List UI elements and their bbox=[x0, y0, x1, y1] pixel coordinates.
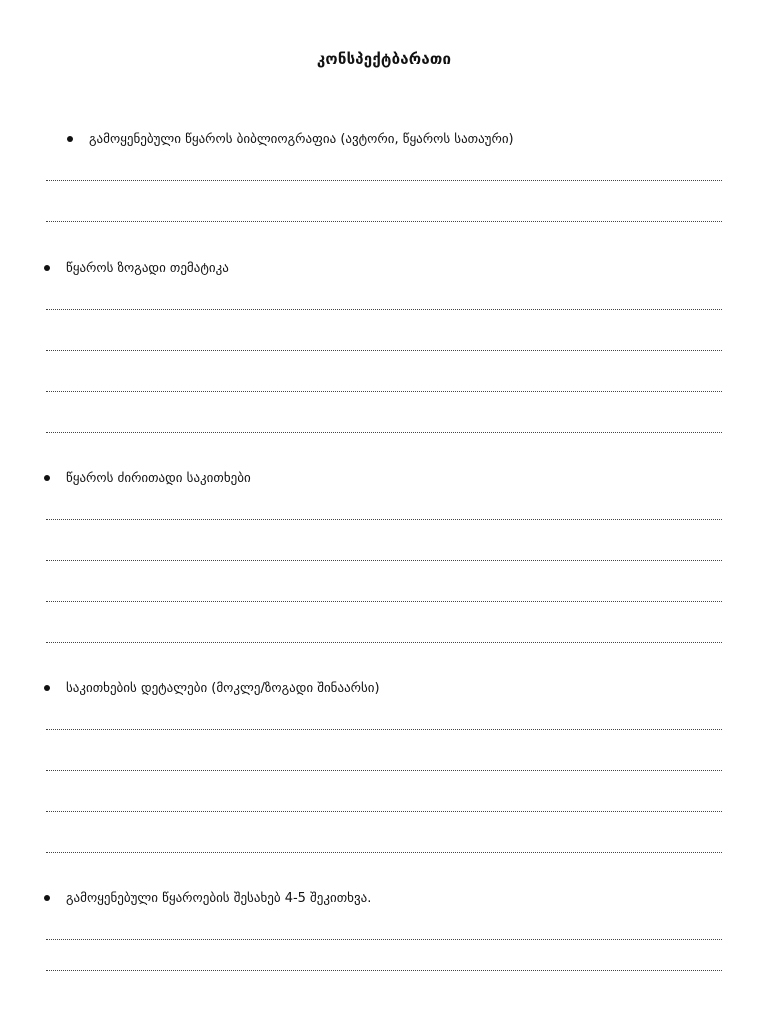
answer-line[interactable] bbox=[46, 391, 722, 392]
answer-line[interactable] bbox=[46, 811, 722, 812]
answer-line[interactable] bbox=[46, 519, 722, 520]
bullet-icon bbox=[67, 136, 73, 142]
answer-line[interactable] bbox=[46, 309, 722, 310]
answer-line[interactable] bbox=[46, 180, 722, 181]
answer-line[interactable] bbox=[46, 729, 722, 730]
answer-line[interactable] bbox=[46, 432, 722, 433]
answer-line[interactable] bbox=[46, 642, 722, 643]
section-label: გამოყენებული წყაროების შესახებ 4-5 შეკითხვა. bbox=[66, 891, 372, 906]
answer-line[interactable] bbox=[46, 852, 722, 853]
answer-line[interactable] bbox=[46, 601, 722, 602]
section-main-issues bbox=[44, 471, 251, 487]
section-label: საკითხების დეტალები (მოკლე/ზოგადი შინაარსი) bbox=[66, 681, 380, 696]
section-label: წყაროს ზოგადი თემატიკა bbox=[66, 261, 229, 276]
answer-line[interactable] bbox=[46, 939, 722, 940]
answer-line[interactable] bbox=[46, 970, 722, 971]
section-label: წყაროს ძირითადი საკითხები bbox=[66, 471, 251, 486]
bullet-icon bbox=[44, 265, 50, 271]
section-general-topic bbox=[44, 261, 229, 277]
bullet-icon bbox=[44, 685, 50, 691]
answer-line[interactable] bbox=[46, 350, 722, 351]
section-questions bbox=[44, 891, 371, 907]
section-label: გამოყენებული წყაროს ბიბლიოგრაფია (ავტორი, წყაროს სათაური) bbox=[89, 132, 514, 147]
answer-line[interactable] bbox=[46, 560, 722, 561]
answer-line[interactable] bbox=[46, 221, 722, 222]
bullet-icon bbox=[44, 475, 50, 481]
section-issue-details bbox=[44, 681, 380, 697]
section-bibliography bbox=[67, 132, 514, 148]
bullet-icon bbox=[44, 895, 50, 901]
page-title: კონსპექტბარათი bbox=[316, 50, 452, 68]
answer-line[interactable] bbox=[46, 770, 722, 771]
